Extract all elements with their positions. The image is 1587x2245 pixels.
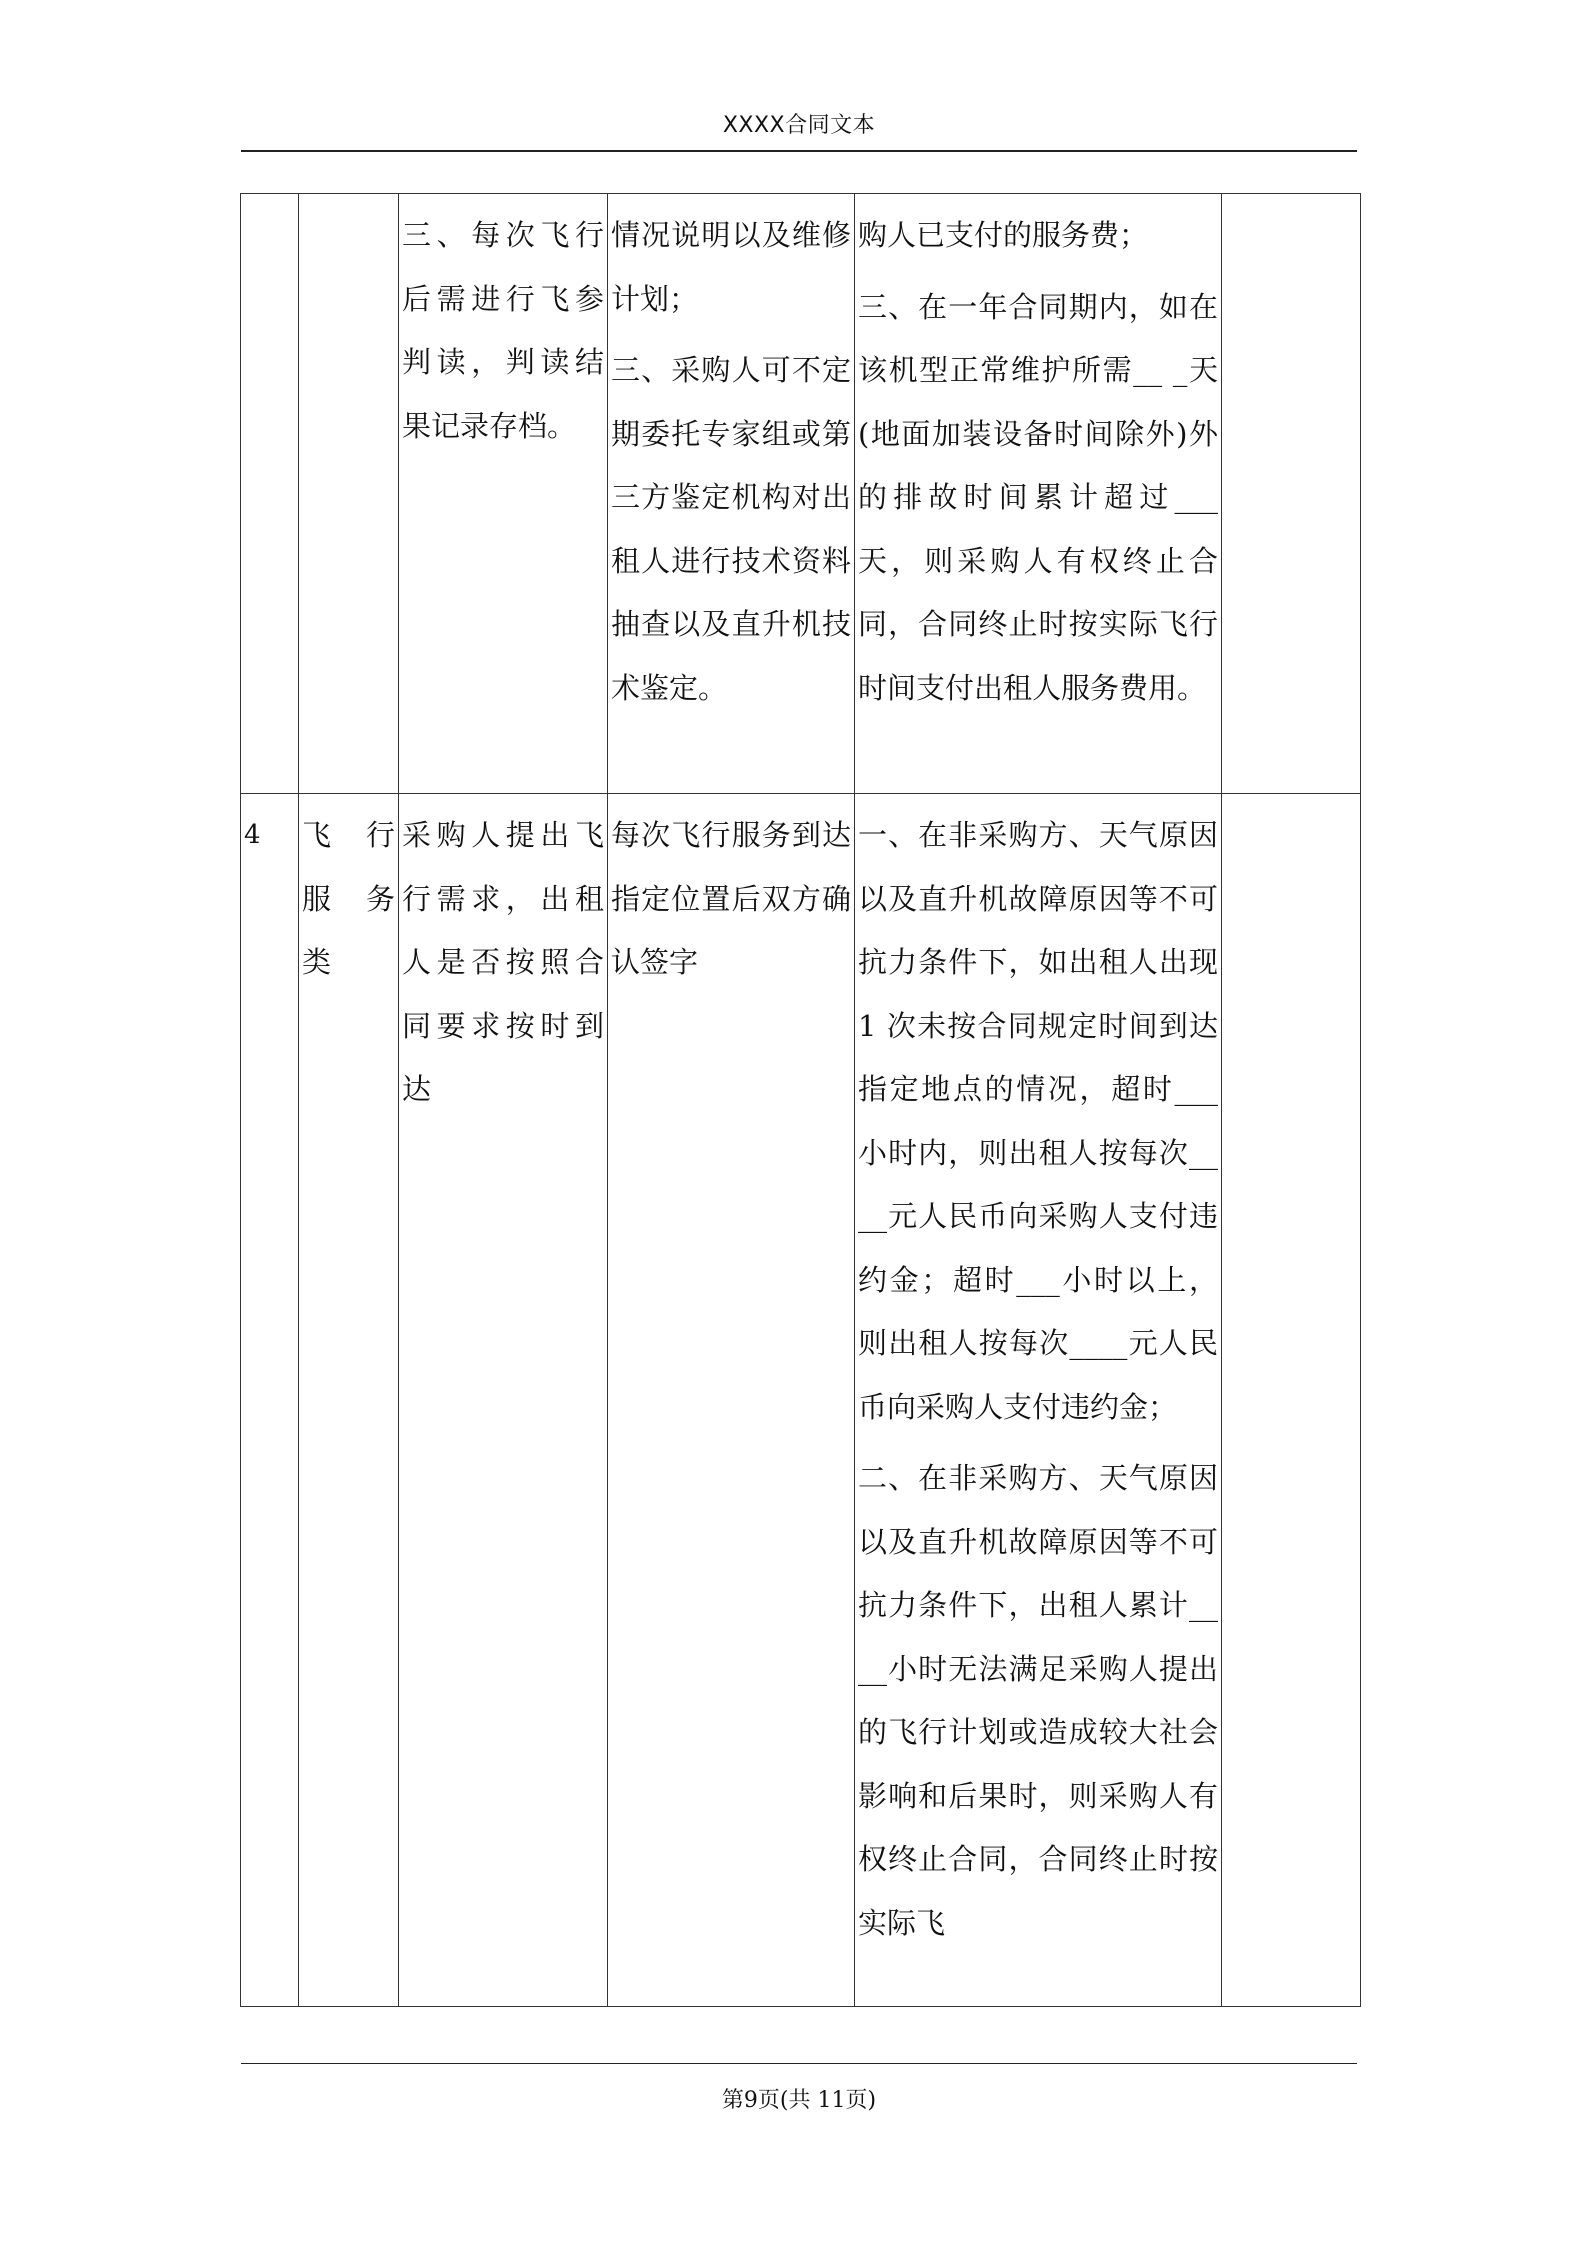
table-row (241, 794, 1361, 2007)
method-cell (608, 794, 855, 2007)
remark-cell (1222, 194, 1361, 794)
penalty-text: 购人已支付的服务费； (858, 218, 1149, 252)
method-cell (608, 194, 855, 794)
penalty-text: 二、在非采购方、天气原因以及直升机故障原因等不可抗力条件下，出租人累计____小时无法满足采购人提出的飞行计划或造成较大社会影响和后果时，则采购人有权终止合同，合同终止时按实际飞 (858, 1461, 1218, 1940)
page-header-title: XXXX合同文本 (722, 113, 876, 138)
header-divider (241, 150, 1357, 152)
category-cell (299, 194, 399, 794)
penalty-text: 一、在非采购方、天气原因以及直升机故障原因等不可抗力条件下，如出租人出现 1 次未按合同规定时间到达指定地点的情况，超时___小时内，则出租人按每次____元人民币向采购人支付违约金；超时___小时以上，则出租人按每次____元人民币向采购人支付违约金； (858, 818, 1218, 1424)
standard-cell (399, 194, 608, 794)
standard-cell (399, 794, 608, 2007)
contract-table (240, 193, 1361, 2007)
method-text: 三、采购人可不定期委托专家组或第三方鉴定机构对出租人进行技术资料抽查以及直升机技术鉴定。 (611, 353, 851, 705)
penalty-cell (855, 194, 1222, 794)
method-text: 每次飞行服务到达指定位置后双方确认签字 (611, 818, 851, 979)
page-number: 第9页(共 11页) (721, 2088, 877, 2113)
row-number-cell: 4 (241, 794, 299, 2007)
row-number-cell (241, 194, 299, 794)
footer-divider (241, 2063, 1357, 2064)
penalty-text: 三、在一年合同期内，如在该机型正常维护所需__ _天(地面加装设备时间除外)外的排故时间累计超过___天，则采购人有权终止合同，合同终止时按实际飞行时间支付出租人服务费用。 (858, 289, 1218, 705)
table-row (241, 194, 1361, 794)
category-cell: 飞 行服 务类 (299, 794, 399, 2007)
penalty-cell (855, 794, 1222, 2007)
method-text: 情况说明以及维修计划； (611, 218, 851, 316)
standard-text: 三、每次飞行后需进行飞参判读，判读结果记录存档。 (402, 218, 604, 443)
remark-cell (1222, 794, 1361, 2007)
standard-text: 采购人提出飞行需求，出租人是否按照合同要求按时到达 (402, 818, 604, 1106)
